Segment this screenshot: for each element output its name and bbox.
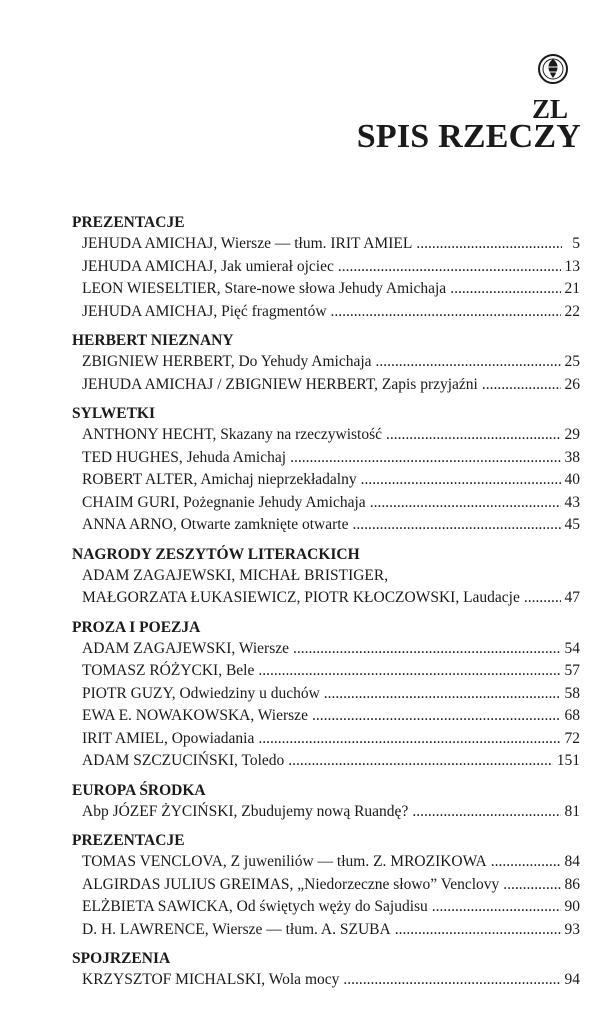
entry-title: ZBIGNIEW HERBERT, Do Yehudy Amichaja: [82, 353, 372, 370]
toc-section: [72, 830, 580, 941]
page-number: 5: [572, 235, 580, 252]
dot-leader: [432, 896, 561, 919]
section-heading: PREZENTACJE: [72, 214, 185, 231]
dot-leader: [395, 919, 561, 942]
page-number: 43: [564, 493, 580, 511]
entry-title: JEHUDA AMICHAJ / ZBIGNIEW HERBERT, Zapis przyjaźni: [82, 375, 478, 393]
page-number: 25: [564, 353, 580, 370]
zl-emblem-icon: [526, 50, 584, 122]
dot-leader: [370, 492, 561, 515]
toc-entry[interactable]: [72, 919, 580, 942]
toc-entry[interactable]: [72, 351, 580, 374]
toc-section: [72, 780, 580, 824]
toc-entry[interactable]: [72, 469, 580, 492]
toc-section: [72, 617, 580, 773]
page-number: 54: [564, 639, 580, 657]
entry-title: EWA E. NOWAKOWSKA, Wiersze: [82, 707, 308, 724]
entry-title: D. H. LAWRENCE, Wiersze — tłum. A. SZUBA: [82, 920, 391, 938]
dot-leader: [352, 514, 560, 537]
toc-entry[interactable]: [72, 233, 580, 256]
page-number: 22: [564, 302, 580, 320]
dot-leader: [524, 587, 561, 610]
entry-title: ADAM ZAGAJEWSKI, Wiersze: [82, 639, 290, 657]
toc-section: [72, 403, 580, 537]
section-heading: NAGRODY ZESZYTÓW LITERACKICH: [72, 545, 360, 563]
toc-entry[interactable]: [72, 424, 580, 447]
page-number: 81: [564, 802, 580, 820]
page-number: 57: [564, 662, 580, 679]
entry-title: ADAM ZAGAJEWSKI, MICHAŁ BRISTIGER,: [82, 566, 389, 584]
toc-entry[interactable]: [72, 587, 580, 610]
dot-leader: [288, 750, 552, 773]
dot-leader: [412, 801, 560, 824]
entry-title: TED HUGHES, Jehuda Amichaj: [82, 448, 287, 466]
dot-leader: [503, 874, 560, 897]
page-number: 13: [564, 257, 580, 275]
page-number: 93: [564, 920, 580, 938]
dot-leader: [290, 447, 560, 470]
toc-entry[interactable]: [72, 565, 580, 588]
toc-entry[interactable]: [72, 492, 580, 515]
dot-leader: [338, 256, 561, 279]
dot-leader: [293, 638, 560, 661]
page-number: 29: [564, 426, 580, 443]
toc-entry[interactable]: [72, 514, 580, 537]
page-number: 84: [564, 853, 580, 870]
page-number: 26: [564, 375, 580, 393]
entry-title: IRIT AMIEL, Opowiadania: [82, 729, 255, 747]
section-heading: EUROPA ŚRODKA: [72, 781, 206, 799]
toc-section: [72, 212, 580, 323]
entry-title: ALGIRDAS JULIUS GREIMAS, „Niedorzeczne słowo” Venclovy: [82, 875, 500, 893]
entry-title: ADAM SZCZUCIŃSKI, Toledo: [82, 752, 285, 769]
dot-leader: [491, 851, 561, 874]
toc-section: [72, 544, 580, 610]
entry-title: ANNA ARNO, Otwarte zamknięte otwarte: [82, 516, 349, 533]
section-heading: HERBERT NIEZNANY: [72, 332, 234, 349]
toc-entry[interactable]: [72, 638, 580, 661]
entry-title: JEHUDA AMICHAJ, Pięć fragmentów: [82, 302, 327, 320]
entry-title: Abp JÓZEF ŻYCIŃSKI, Zbudujemy nową Ruandę?: [82, 802, 409, 820]
dot-leader: [258, 660, 560, 683]
toc-section: [72, 330, 580, 396]
toc-entry[interactable]: [72, 278, 580, 301]
entry-title: KRZYSZTOF MICHALSKI, Wola mocy: [82, 971, 340, 988]
dot-leader: [482, 374, 561, 397]
dot-leader: [376, 351, 561, 374]
page-number: 90: [564, 898, 580, 915]
logo-text: ZL: [532, 94, 569, 122]
table-of-contents: [72, 212, 580, 999]
entry-title: PIOTR GUZY, Odwiedziny u duchów: [82, 684, 320, 702]
toc-entry[interactable]: [72, 374, 580, 397]
page-number: 47: [564, 589, 580, 606]
page-number: 58: [564, 684, 580, 702]
toc-entry[interactable]: [72, 851, 580, 874]
entry-title: LEON WIESELTIER, Stare-nowe słowa Jehudy Amichaja: [82, 280, 447, 297]
page-number: 38: [564, 448, 580, 466]
entry-title: CHAIM GURI, Pożegnanie Jehudy Amichaja: [82, 493, 366, 511]
toc-entry[interactable]: [72, 256, 580, 279]
toc-entry[interactable]: [72, 874, 580, 897]
entry-title: JEHUDA AMICHAJ, Wiersze — tłum. IRIT AMIEL: [82, 235, 413, 252]
entry-title: TOMASZ RÓŻYCKI, Bele: [82, 662, 255, 679]
entry-title: ELŻBIETA SAWICKA, Od świętych węży do Sajudisu: [82, 898, 428, 915]
toc-entry[interactable]: [72, 801, 580, 824]
toc-entry[interactable]: [72, 728, 580, 751]
page-title: SPIS RZECZY: [356, 118, 581, 155]
entry-title: ROBERT ALTER, Amichaj nieprzekładalny: [82, 471, 357, 488]
page-number: 68: [564, 707, 580, 724]
dot-leader: [416, 233, 562, 256]
section-heading: PREZENTACJE: [72, 832, 185, 849]
toc-entry[interactable]: [72, 660, 580, 683]
entry-title: MAŁGORZATA ŁUKASIEWICZ, PIOTR KŁOCZOWSKI, Laudacje: [82, 589, 520, 606]
section-heading: SYLWETKI: [72, 405, 155, 422]
toc-entry[interactable]: [72, 750, 580, 773]
entry-title: JEHUDA AMICHAJ, Jak umierał ojciec: [82, 257, 334, 275]
toc-entry[interactable]: [72, 896, 580, 919]
dot-leader: [324, 683, 561, 706]
page-number: 21: [564, 280, 580, 297]
publisher-logo: [526, 50, 584, 122]
page-number: 151: [556, 752, 580, 769]
entry-title: TOMAS VENCLOVA, Z juweniliów — tłum. Z. MROZIKOWA: [82, 853, 487, 870]
dot-leader: [258, 728, 560, 751]
toc-entry[interactable]: [72, 683, 580, 706]
section-heading: SPOJRZENIA: [72, 950, 171, 967]
dot-leader: [361, 469, 561, 492]
dot-leader: [312, 705, 561, 728]
page-number: 94: [564, 971, 580, 988]
entry-title: ANTHONY HECHT, Skazany na rzeczywistość: [82, 426, 383, 443]
page-number: 45: [564, 516, 580, 533]
dot-leader: [331, 301, 561, 324]
toc-entry[interactable]: [72, 447, 580, 470]
dot-leader: [343, 969, 560, 992]
page-number: 40: [564, 471, 580, 488]
toc-entry[interactable]: [72, 969, 580, 992]
toc-entry[interactable]: [72, 705, 580, 728]
dot-leader: [386, 424, 560, 447]
page-number: 86: [564, 875, 580, 893]
dot-leader: [450, 278, 560, 301]
page-number: 72: [564, 729, 580, 747]
toc-section: [72, 948, 580, 992]
section-heading: PROZA I POEZJA: [72, 618, 201, 636]
toc-entry[interactable]: [72, 301, 580, 324]
